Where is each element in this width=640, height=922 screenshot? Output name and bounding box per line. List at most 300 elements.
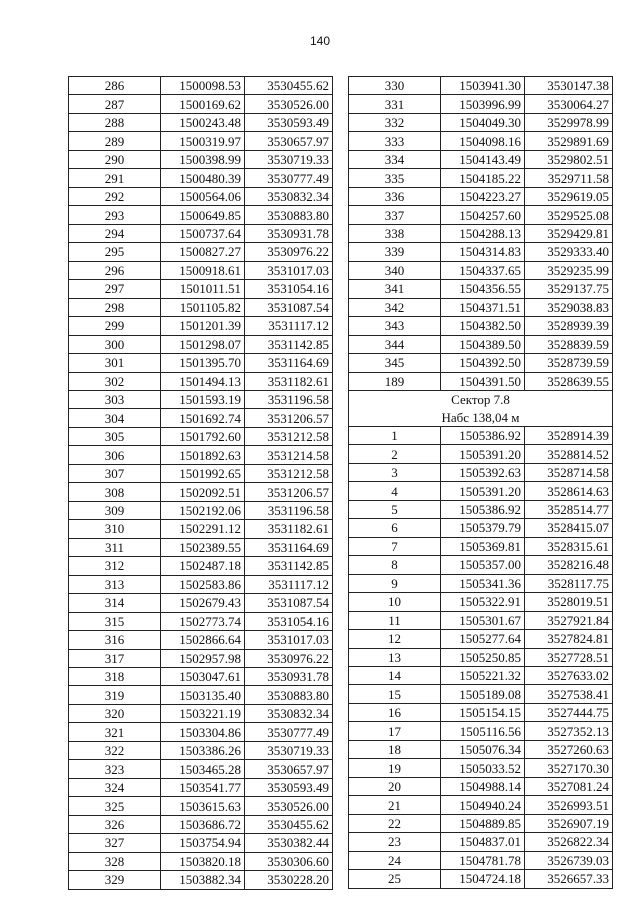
y-coordinate-cell: 3526907.19 [525,814,613,832]
x-coordinate-cell: 1503221.19 [161,704,245,722]
y-coordinate-cell: 3531117.12 [245,575,333,593]
x-coordinate-cell: 1503615.63 [161,797,245,815]
table-row [349,685,613,703]
table-row [349,317,613,335]
table-row [69,575,333,593]
point-number-cell: 304 [69,409,161,427]
y-coordinate-cell: 3531017.03 [245,261,333,279]
point-number-cell: 317 [69,649,161,667]
point-number-cell: 8 [349,556,441,574]
table-row [349,77,613,95]
point-number-cell: 336 [349,187,441,205]
point-number-cell: 7 [349,537,441,555]
table-row [69,686,333,704]
table-row [69,797,333,815]
table-row [69,390,333,408]
x-coordinate-cell: 1502773.74 [161,612,245,630]
y-coordinate-cell: 3527444.75 [525,703,613,721]
y-coordinate-cell: 3529891.69 [525,132,613,150]
y-coordinate-cell: 3527633.02 [525,667,613,685]
point-number-cell: 328 [69,852,161,870]
table-row [69,649,333,667]
x-coordinate-cell: 1501792.60 [161,427,245,445]
table-row [69,187,333,205]
x-coordinate-cell: 1505357.00 [441,556,525,574]
y-coordinate-cell: 3530593.49 [245,778,333,796]
y-coordinate-cell: 3528839.59 [525,335,613,353]
table-row [69,206,333,224]
table-row [69,464,333,482]
point-number-cell: 16 [349,703,441,721]
y-coordinate-cell: 3529619.05 [525,187,613,205]
x-coordinate-cell: 1503996.99 [441,95,525,113]
y-coordinate-cell: 3529235.99 [525,261,613,279]
table-row [69,668,333,686]
table-row [69,224,333,242]
x-coordinate-cell: 1500737.64 [161,224,245,242]
x-coordinate-cell: 1502957.98 [161,649,245,667]
x-coordinate-cell: 1503465.28 [161,760,245,778]
y-coordinate-cell: 3529429.81 [525,224,613,242]
point-number-cell: 314 [69,594,161,612]
x-coordinate-cell: 1501201.39 [161,317,245,335]
coordinates-table-left [68,76,333,890]
x-coordinate-cell: 1505379.79 [441,519,525,537]
table-row [349,833,613,851]
y-coordinate-cell: 3528415.07 [525,519,613,537]
section-header [349,390,613,426]
point-number-cell: 2 [349,445,441,463]
table-row [349,574,613,592]
y-coordinate-cell: 3530228.20 [245,871,333,889]
point-number-cell: 325 [69,797,161,815]
table-row [349,740,613,758]
x-coordinate-cell: 1504098.16 [441,132,525,150]
x-coordinate-cell: 1503754.94 [161,834,245,852]
y-coordinate-cell: 3531054.16 [245,612,333,630]
point-number-cell: 327 [69,834,161,852]
section-subtitle: Набс 138,04 м [349,408,613,426]
table-row [349,206,613,224]
x-coordinate-cell: 1504889.85 [441,814,525,832]
table-row [349,519,613,537]
y-coordinate-cell: 3527260.63 [525,740,613,758]
page-number: 140 [309,34,331,48]
point-number-cell: 286 [69,77,161,95]
point-number-cell: 312 [69,557,161,575]
x-coordinate-cell: 1504988.14 [441,777,525,795]
y-coordinate-cell: 3527081.24 [525,777,613,795]
y-coordinate-cell: 3530593.49 [245,113,333,131]
point-number-cell: 323 [69,760,161,778]
y-coordinate-cell: 3528639.55 [525,372,613,390]
x-coordinate-cell: 1505391.20 [441,482,525,500]
y-coordinate-cell: 3531196.58 [245,501,333,519]
table-row [349,372,613,390]
x-coordinate-cell: 1505250.85 [441,648,525,666]
y-coordinate-cell: 3530931.78 [245,224,333,242]
point-number-cell: 291 [69,169,161,187]
x-coordinate-cell: 1505386.92 [441,426,525,444]
point-number-cell: 334 [349,150,441,168]
table-row [349,703,613,721]
x-coordinate-cell: 1505301.67 [441,611,525,629]
x-coordinate-cell: 1504837.01 [441,833,525,851]
y-coordinate-cell: 3526739.03 [525,851,613,869]
table-row [69,372,333,390]
y-coordinate-cell: 3530064.27 [525,95,613,113]
x-coordinate-cell: 1503386.26 [161,741,245,759]
x-coordinate-cell: 1500098.53 [161,77,245,95]
point-number-cell: 294 [69,224,161,242]
x-coordinate-cell: 1504143.49 [441,150,525,168]
y-coordinate-cell: 3531017.03 [245,631,333,649]
y-coordinate-cell: 3527921.84 [525,611,613,629]
point-number-cell: 295 [69,243,161,261]
table-row [349,113,613,131]
table-row [69,298,333,316]
y-coordinate-cell: 3527728.51 [525,648,613,666]
point-number-cell: 313 [69,575,161,593]
table-row [69,132,333,150]
point-number-cell: 289 [69,132,161,150]
y-coordinate-cell: 3531206.57 [245,409,333,427]
y-coordinate-cell: 3530777.49 [245,169,333,187]
y-coordinate-cell: 3531212.58 [245,427,333,445]
table-row [349,556,613,574]
point-number-cell: 342 [349,298,441,316]
point-number-cell: 339 [349,243,441,261]
x-coordinate-cell: 1504337.65 [441,261,525,279]
y-coordinate-cell: 3526822.34 [525,833,613,851]
y-coordinate-cell: 3531087.54 [245,298,333,316]
x-coordinate-cell: 1505386.92 [441,500,525,518]
table-row [69,501,333,519]
table-row [69,483,333,501]
table-row [349,280,613,298]
y-coordinate-cell: 3528315.61 [525,537,613,555]
point-number-cell: 333 [349,132,441,150]
point-number-cell: 11 [349,611,441,629]
point-number-cell: 319 [69,686,161,704]
table-row [349,169,613,187]
x-coordinate-cell: 1505391.20 [441,445,525,463]
y-coordinate-cell: 3527170.30 [525,759,613,777]
x-coordinate-cell: 1504257.60 [441,206,525,224]
y-coordinate-cell: 3528939.39 [525,317,613,335]
table-row [349,335,613,353]
y-coordinate-cell: 3530777.49 [245,723,333,741]
x-coordinate-cell: 1500480.39 [161,169,245,187]
y-coordinate-cell: 3528714.58 [525,463,613,481]
y-coordinate-cell: 3529333.40 [525,243,613,261]
y-coordinate-cell: 3530719.33 [245,150,333,168]
point-number-cell: 329 [69,871,161,889]
x-coordinate-cell: 1504314.83 [441,243,525,261]
table-row [69,871,333,889]
table-row [349,354,613,372]
point-number-cell: 345 [349,354,441,372]
point-number-cell: 15 [349,685,441,703]
point-number-cell: 292 [69,187,161,205]
y-coordinate-cell: 3530455.62 [245,77,333,95]
table-row [69,243,333,261]
y-coordinate-cell: 3531182.61 [245,520,333,538]
x-coordinate-cell: 1503882.34 [161,871,245,889]
x-coordinate-cell: 1503047.61 [161,668,245,686]
point-number-cell: 318 [69,668,161,686]
point-number-cell: 308 [69,483,161,501]
point-number-cell: 6 [349,519,441,537]
point-number-cell: 343 [349,317,441,335]
table-row [349,445,613,463]
coordinates-table-right [348,76,613,889]
x-coordinate-cell: 1500319.97 [161,132,245,150]
y-coordinate-cell: 3529802.51 [525,150,613,168]
x-coordinate-cell: 1503304.86 [161,723,245,741]
x-coordinate-cell: 1501992.65 [161,464,245,482]
point-number-cell: 299 [69,317,161,335]
x-coordinate-cell: 1500918.61 [161,261,245,279]
point-number-cell: 287 [69,95,161,113]
y-coordinate-cell: 3529038.83 [525,298,613,316]
point-number-cell: 12 [349,630,441,648]
point-number-cell: 344 [349,335,441,353]
table-row [69,594,333,612]
x-coordinate-cell: 1501892.63 [161,446,245,464]
table-row [349,150,613,168]
x-coordinate-cell: 1505221.32 [441,667,525,685]
table-row [69,778,333,796]
point-number-cell: 316 [69,631,161,649]
table-row [349,298,613,316]
right-table-body-before [349,77,613,391]
x-coordinate-cell: 1504781.78 [441,851,525,869]
table-row [69,631,333,649]
y-coordinate-cell: 3530382.44 [245,834,333,852]
table-row [69,834,333,852]
table-row [69,446,333,464]
y-coordinate-cell: 3530306.60 [245,852,333,870]
point-number-cell: 306 [69,446,161,464]
table-row [349,224,613,242]
y-coordinate-cell: 3528614.63 [525,482,613,500]
section-subtitle-row [349,408,613,426]
y-coordinate-cell: 3530526.00 [245,95,333,113]
y-coordinate-cell: 3531214.58 [245,446,333,464]
point-number-cell: 189 [349,372,441,390]
x-coordinate-cell: 1504185.22 [441,169,525,187]
x-coordinate-cell: 1504049.30 [441,113,525,131]
x-coordinate-cell: 1505322.91 [441,593,525,611]
y-coordinate-cell: 3531196.58 [245,390,333,408]
point-number-cell: 21 [349,796,441,814]
point-number-cell: 19 [349,759,441,777]
point-number-cell: 13 [349,648,441,666]
point-number-cell: 9 [349,574,441,592]
y-coordinate-cell: 3530657.97 [245,760,333,778]
table-row [69,409,333,427]
y-coordinate-cell: 3530147.38 [525,77,613,95]
y-coordinate-cell: 3531164.69 [245,354,333,372]
y-coordinate-cell: 3530657.97 [245,132,333,150]
y-coordinate-cell: 3527538.41 [525,685,613,703]
x-coordinate-cell: 1505116.56 [441,722,525,740]
table-row [69,741,333,759]
point-number-cell: 10 [349,593,441,611]
section-title-row [349,390,613,408]
table-row [349,667,613,685]
x-coordinate-cell: 1504940.24 [441,796,525,814]
y-coordinate-cell: 3530455.62 [245,815,333,833]
point-number-cell: 18 [349,740,441,758]
point-number-cell: 22 [349,814,441,832]
point-number-cell: 290 [69,150,161,168]
table-row [69,261,333,279]
section-title: Сектор 7.8 [349,390,613,408]
table-row [69,557,333,575]
x-coordinate-cell: 1502866.64 [161,631,245,649]
table-row [349,95,613,113]
table-row [349,482,613,500]
table-row [349,463,613,481]
y-coordinate-cell: 3530832.34 [245,187,333,205]
point-number-cell: 310 [69,520,161,538]
y-coordinate-cell: 3526657.33 [525,870,613,888]
table-row [69,317,333,335]
table-row [69,280,333,298]
x-coordinate-cell: 1500169.62 [161,95,245,113]
right-table-body-after [349,426,613,888]
y-coordinate-cell: 3529711.58 [525,169,613,187]
table-row [69,95,333,113]
point-number-cell: 326 [69,815,161,833]
table-row [349,777,613,795]
table-row [349,243,613,261]
x-coordinate-cell: 1501494.13 [161,372,245,390]
x-coordinate-cell: 1500398.99 [161,150,245,168]
point-number-cell: 335 [349,169,441,187]
table-row [349,132,613,150]
x-coordinate-cell: 1505154.15 [441,703,525,721]
y-coordinate-cell: 3531117.12 [245,317,333,335]
y-coordinate-cell: 3530526.00 [245,797,333,815]
x-coordinate-cell: 1502583.86 [161,575,245,593]
point-number-cell: 1 [349,426,441,444]
point-number-cell: 293 [69,206,161,224]
y-coordinate-cell: 3530832.34 [245,704,333,722]
y-coordinate-cell: 3529525.08 [525,206,613,224]
point-number-cell: 320 [69,704,161,722]
x-coordinate-cell: 1503541.77 [161,778,245,796]
y-coordinate-cell: 3526993.51 [525,796,613,814]
point-number-cell: 296 [69,261,161,279]
table-row [69,760,333,778]
x-coordinate-cell: 1502291.12 [161,520,245,538]
table-row [349,796,613,814]
point-number-cell: 324 [69,778,161,796]
table-row [69,354,333,372]
x-coordinate-cell: 1500564.06 [161,187,245,205]
table-row [349,611,613,629]
y-coordinate-cell: 3531142.85 [245,335,333,353]
point-number-cell: 311 [69,538,161,556]
table-row [349,870,613,888]
table-row [349,426,613,444]
y-coordinate-cell: 3531212.58 [245,464,333,482]
point-number-cell: 315 [69,612,161,630]
x-coordinate-cell: 1504392.50 [441,354,525,372]
x-coordinate-cell: 1505076.34 [441,740,525,758]
x-coordinate-cell: 1505369.81 [441,537,525,555]
x-coordinate-cell: 1500243.48 [161,113,245,131]
table-row [349,537,613,555]
x-coordinate-cell: 1501593.19 [161,390,245,408]
y-coordinate-cell: 3531087.54 [245,594,333,612]
y-coordinate-cell: 3531206.57 [245,483,333,501]
y-coordinate-cell: 3529978.99 [525,113,613,131]
point-number-cell: 340 [349,261,441,279]
table-row [69,704,333,722]
table-row [69,77,333,95]
point-number-cell: 331 [349,95,441,113]
point-number-cell: 303 [69,390,161,408]
y-coordinate-cell: 3530883.80 [245,206,333,224]
point-number-cell: 341 [349,280,441,298]
y-coordinate-cell: 3529137.75 [525,280,613,298]
point-number-cell: 309 [69,501,161,519]
point-number-cell: 297 [69,280,161,298]
table-row [69,335,333,353]
y-coordinate-cell: 3530976.22 [245,649,333,667]
x-coordinate-cell: 1501395.70 [161,354,245,372]
table-row [69,427,333,445]
point-number-cell: 338 [349,224,441,242]
y-coordinate-cell: 3530719.33 [245,741,333,759]
x-coordinate-cell: 1504371.51 [441,298,525,316]
point-number-cell: 17 [349,722,441,740]
x-coordinate-cell: 1501105.82 [161,298,245,316]
x-coordinate-cell: 1504288.13 [441,224,525,242]
y-coordinate-cell: 3531164.69 [245,538,333,556]
y-coordinate-cell: 3531182.61 [245,372,333,390]
y-coordinate-cell: 3528019.51 [525,593,613,611]
x-coordinate-cell: 1505033.52 [441,759,525,777]
x-coordinate-cell: 1503820.18 [161,852,245,870]
table-row [349,814,613,832]
x-coordinate-cell: 1503135.40 [161,686,245,704]
point-number-cell: 20 [349,777,441,795]
point-number-cell: 25 [349,870,441,888]
y-coordinate-cell: 3531054.16 [245,280,333,298]
y-coordinate-cell: 3530931.78 [245,668,333,686]
x-coordinate-cell: 1504724.18 [441,870,525,888]
point-number-cell: 14 [349,667,441,685]
point-number-cell: 3 [349,463,441,481]
x-coordinate-cell: 1501692.74 [161,409,245,427]
y-coordinate-cell: 3528739.59 [525,354,613,372]
y-coordinate-cell: 3528216.48 [525,556,613,574]
table-row [349,722,613,740]
x-coordinate-cell: 1503686.72 [161,815,245,833]
y-coordinate-cell: 3530976.22 [245,243,333,261]
y-coordinate-cell: 3531142.85 [245,557,333,575]
point-number-cell: 300 [69,335,161,353]
table-row [349,851,613,869]
point-number-cell: 4 [349,482,441,500]
x-coordinate-cell: 1505392.63 [441,463,525,481]
point-number-cell: 23 [349,833,441,851]
